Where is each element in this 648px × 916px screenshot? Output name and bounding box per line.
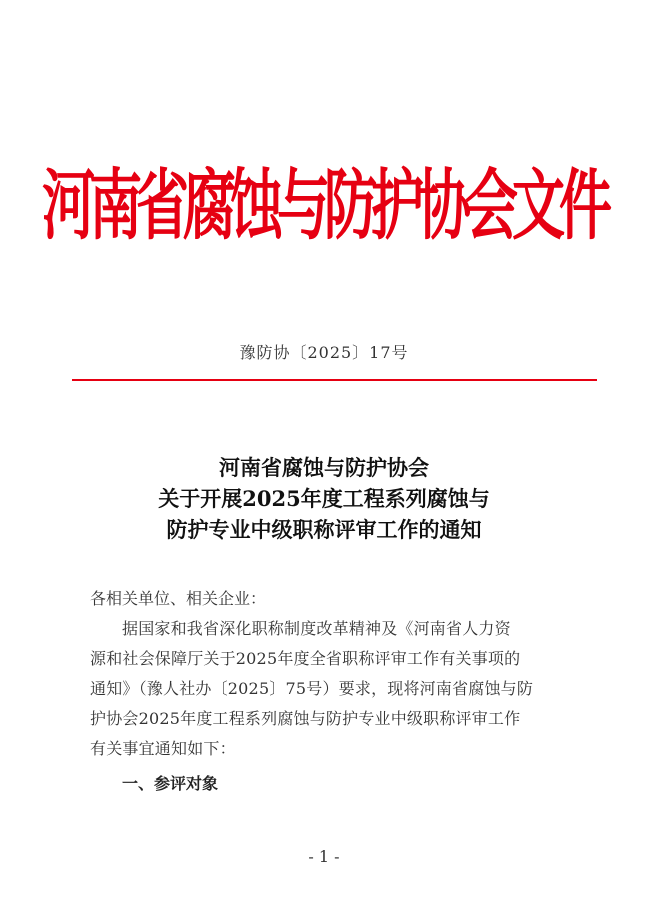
body-paragraph-line: 有关事宜通知如下： xyxy=(90,739,236,758)
notice-title-line: 关于开展2025年度工程系列腐蚀与 xyxy=(158,486,490,511)
notice-title-line: 防护专业中级职称评审工作的通知 xyxy=(166,517,482,542)
body-paragraph-line: 据国家和我省深化职称制度改革精神及《河南省人力资 xyxy=(122,619,511,638)
body-paragraph-line: 护协会2025年度工程系列腐蚀与防护专业中级职称评审工作 xyxy=(90,709,521,728)
document-header-title: 河南省腐蚀与防护协会文件 xyxy=(42,162,606,251)
body-paragraph-line: 源和社会保障厅关于2025年度全省职称评审工作有关事项的 xyxy=(90,649,521,668)
notice-title-line: 河南省腐蚀与防护协会 xyxy=(219,455,429,480)
notice-title xyxy=(0,452,648,545)
body-paragraph-line: 通知》（豫人社办〔2025〕75号）要求，现将河南省腐蚀与防 xyxy=(90,679,534,698)
section-heading: 一、参评对象 xyxy=(122,774,219,793)
document-number: 豫防协〔2025〕17号 xyxy=(239,343,409,362)
notice-body xyxy=(90,584,560,764)
salutation: 各相关单位、相关企业： xyxy=(90,589,267,608)
page-number: - 1 - xyxy=(308,847,340,866)
header-divider xyxy=(72,379,597,381)
